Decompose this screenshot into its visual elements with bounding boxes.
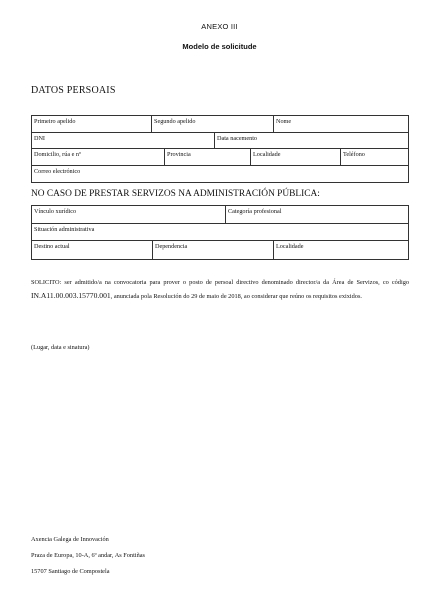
annex-title: ANEXO III	[201, 22, 238, 31]
address-line-2: Praza de Europa, 10-A, 6º andar, As Fontiñas	[31, 552, 145, 559]
locality-field[interactable]: Localidade	[276, 243, 304, 250]
table-row	[32, 166, 408, 183]
form-title: Modelo de solicitude	[182, 42, 257, 51]
dependency-field[interactable]: Dependencia	[153, 241, 274, 259]
place-date-signature: (Lugar, data e sinatura)	[31, 344, 90, 351]
address-street-field[interactable]: Domicilio, rúa e nº	[32, 149, 165, 165]
table-row	[32, 149, 408, 166]
birth-date-field[interactable]: Data nacemento	[217, 134, 258, 142]
public-service-table	[31, 205, 409, 260]
professional-category-field[interactable]: Categoría profesional	[228, 208, 282, 215]
phone-field[interactable]: Teléfono	[343, 151, 365, 158]
address-line-3: 15707 Santiago de Compostela	[31, 568, 110, 575]
table-row	[32, 224, 408, 242]
request-paragraph	[31, 277, 409, 304]
name-field[interactable]: Nome	[276, 118, 292, 125]
dni-field[interactable]: DNI	[32, 133, 215, 149]
personal-data-heading: DATOS PERSOAIS	[31, 85, 116, 96]
personal-data-table	[31, 115, 409, 183]
locality-field[interactable]: Localidade	[251, 149, 341, 165]
province-field[interactable]: Provincia	[165, 149, 251, 165]
table-row	[32, 206, 408, 224]
administrative-situation-field[interactable]: Situación administrativa	[34, 225, 95, 233]
request-text-end: , anunciada pola Resolución do 29 de maio de 2018, ao considerar que reúno os requisitos exixidos.	[110, 292, 362, 300]
table-row	[32, 241, 408, 259]
request-text-start: SOLICITO: ser admitido/a na convocatoria para prover o posto de persoal directivo denominado director/a da Área de Servizos, co código	[31, 279, 409, 286]
table-row	[32, 116, 408, 133]
position-code: IN.A11.00.003.15770.001	[31, 290, 111, 300]
public-service-heading: NO CASO DE PRESTAR SERVIZOS NA ADMINISTRACIÓN PÚBLICA:	[31, 189, 320, 199]
email-field[interactable]: Correo electrónico	[34, 167, 81, 175]
first-surname-field[interactable]: Primeiro apelido	[32, 116, 152, 132]
address-line-1: Axencia Galega de Innovación	[31, 536, 109, 543]
legal-bond-field[interactable]: Vínculo xurídico	[32, 206, 226, 223]
current-post-field[interactable]: Destino actual	[32, 241, 153, 259]
table-row	[32, 133, 408, 150]
second-surname-field[interactable]: Segundo apelido	[152, 116, 274, 132]
